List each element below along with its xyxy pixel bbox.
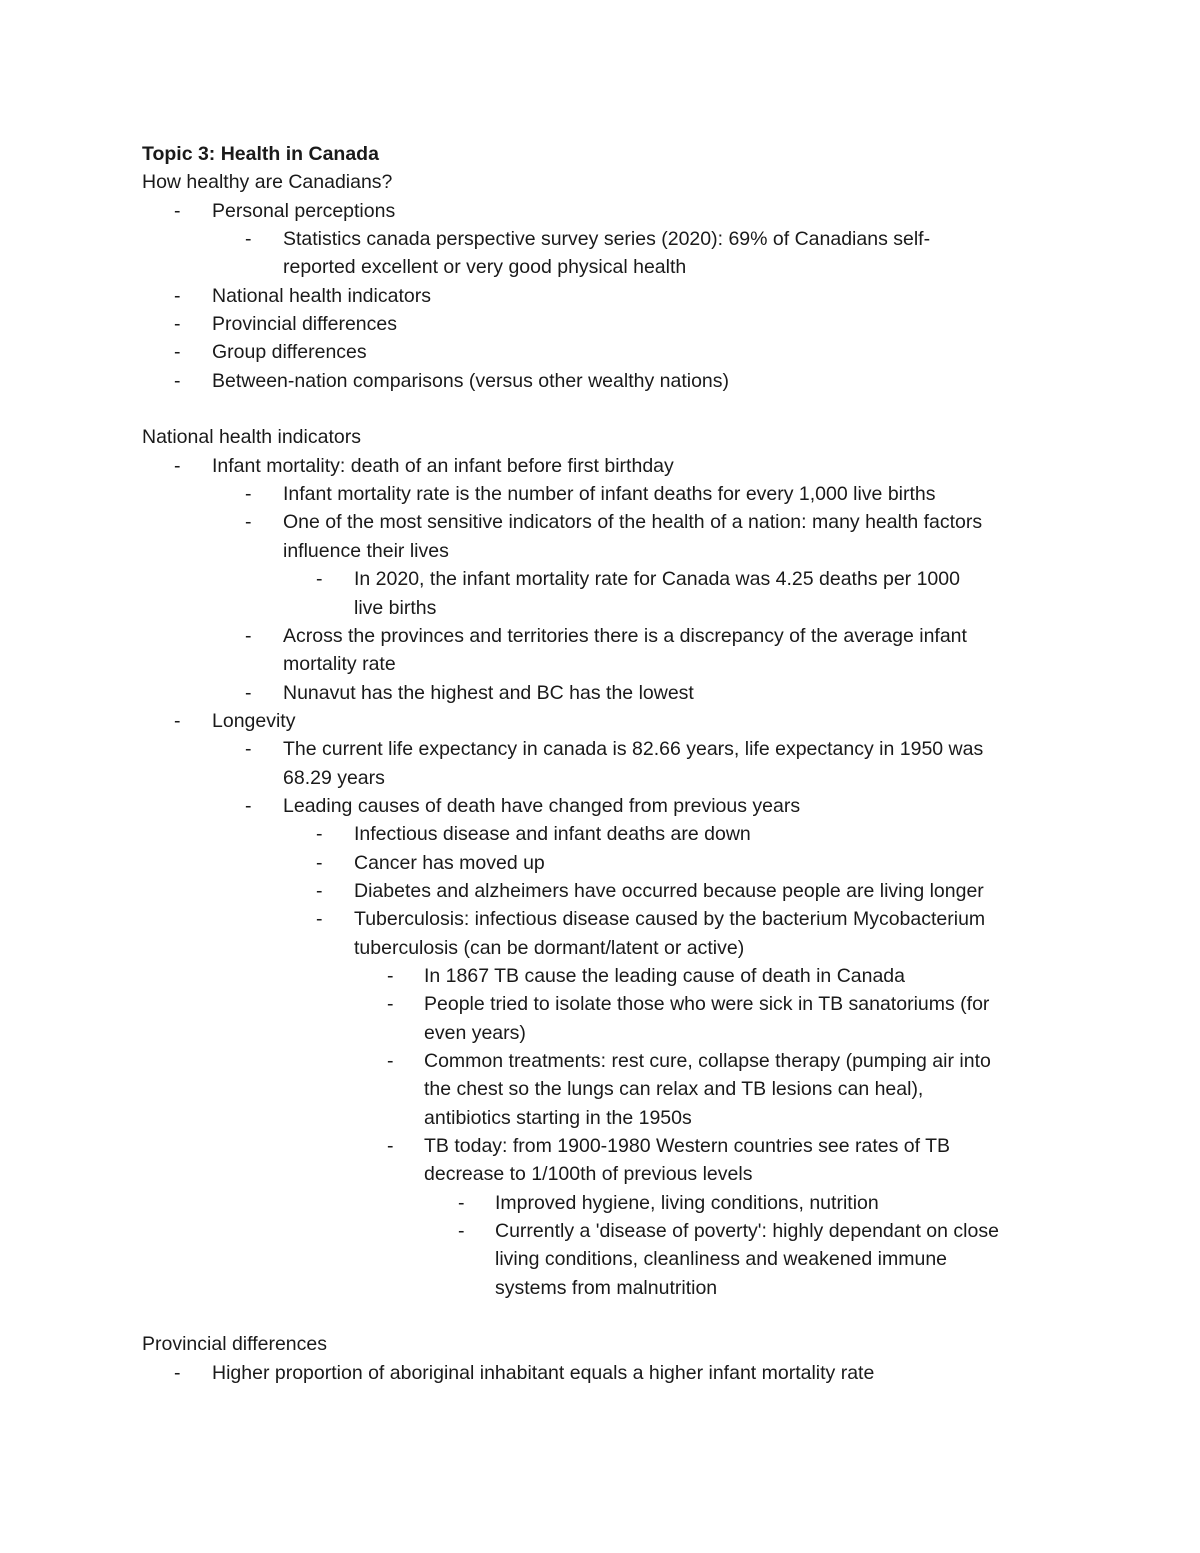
bullet-item: [142, 282, 1072, 310]
bullet-item: [142, 1359, 1072, 1387]
section-list-provincial-differences: [142, 1359, 1072, 1387]
section-gap: [142, 395, 1072, 423]
bullet-text: [283, 480, 1072, 508]
bullet-text: [354, 565, 1072, 622]
bullet-text-line: People tried to isolate those who were sick in TB sanatoriums (for: [424, 993, 990, 1016]
bullet-text-line: systems from malnutrition: [495, 1276, 718, 1299]
bullet-text-line: Provincial differences: [212, 313, 397, 336]
bullet-text: [283, 508, 1072, 565]
bullet-text-line: One of the most sensitive indicators of the health of a nation: many health factors: [283, 511, 983, 534]
section-list-national-indicators: [142, 452, 1072, 1302]
bullet-text: [212, 310, 1072, 338]
bullet-text: [212, 452, 1072, 480]
bullet-item: [142, 508, 1072, 565]
bullet-dash: -: [316, 823, 323, 846]
section-heading-national-indicators: National health indicators: [142, 426, 361, 449]
bullet-dash: -: [387, 964, 394, 987]
bullet-text: [283, 225, 1072, 282]
bullet-item: [142, 197, 1072, 225]
bullet-dash: -: [174, 1361, 181, 1384]
bullet-text: [424, 962, 1072, 990]
bullet-text-line: Between-nation comparisons (versus other wealthy nations): [212, 369, 730, 392]
bullet-item: [142, 338, 1072, 366]
bullet-text-line: even years): [424, 1021, 526, 1044]
bullet-text: [283, 679, 1072, 707]
bullet-text-line: Across the provinces and territories there is a discrepancy of the average infant: [283, 624, 967, 647]
bullet-text-line: In 2020, the infant mortality rate for Canada was 4.25 deaths per 1000: [354, 568, 960, 591]
bullet-item: [142, 820, 1072, 848]
bullet-text-line: Common treatments: rest cure, collapse therapy (pumping air into: [424, 1050, 991, 1072]
bullet-text-line: influence their lives: [283, 539, 449, 562]
section-gap: [142, 1302, 1072, 1330]
bullet-text-line: 68.29 years: [283, 766, 385, 789]
bullet-dash: -: [458, 1220, 465, 1243]
bullet-dash: -: [174, 341, 181, 364]
bullet-item: [142, 735, 1072, 792]
bullet-dash: -: [174, 284, 181, 307]
bullet-item: [142, 679, 1072, 707]
bullet-text: [212, 282, 1072, 310]
bullet-item: [142, 877, 1072, 905]
bullet-dash: -: [174, 709, 181, 732]
bullet-text-line: mortality rate: [283, 653, 396, 676]
bullet-item: [142, 225, 1072, 282]
bullet-text: [495, 1217, 1072, 1302]
bullet-text-line: decrease to 1/100th of previous levels: [424, 1163, 753, 1186]
bullet-text-line: Longevity: [212, 709, 296, 732]
bullet-item: [142, 367, 1072, 395]
bullet-text-line: Leading causes of death have changed from previous years: [283, 794, 801, 817]
bullet-dash: -: [174, 199, 181, 222]
bullet-text-line: Diabetes and alzheimers have occurred because people are living longer: [354, 879, 984, 902]
bullet-text: [424, 990, 1072, 1047]
bullet-text: [283, 622, 1072, 679]
bullet-text: [354, 905, 1072, 962]
bullet-dash: -: [245, 738, 252, 761]
bullet-dash: -: [316, 908, 323, 931]
bullet-text-line: National health indicators: [212, 284, 431, 307]
bullet-text: [354, 877, 1072, 905]
bullet-text-line: Personal perceptions: [212, 199, 396, 222]
bullet-item: [142, 962, 1072, 990]
bullet-item: [142, 990, 1072, 1047]
bullet-item: [142, 565, 1072, 622]
section-heading-provincial-differences: Provincial differences: [142, 1333, 327, 1356]
bullet-text-line: Tuberculosis: infectious disease caused by the bacterium Mycobacterium: [354, 908, 986, 931]
bullet-text: [212, 707, 1072, 735]
bullet-text: [495, 1189, 1072, 1217]
section-list-how-healthy: [142, 197, 1072, 395]
bullet-text-line: Infant mortality rate is the number of infant deaths for every 1,000 live births: [283, 483, 936, 506]
bullet-text: [212, 1359, 1072, 1387]
bullet-item: [142, 905, 1072, 962]
bullet-text: [212, 367, 1072, 395]
bullet-dash: -: [245, 624, 252, 647]
bullet-dash: -: [245, 511, 252, 534]
bullet-text: [424, 1047, 1072, 1132]
bullet-item: [142, 622, 1072, 679]
bullet-dash: -: [245, 794, 252, 817]
bullet-text: [283, 735, 1072, 792]
bullet-text-line: Currently a 'disease of poverty': highly dependant on close: [495, 1220, 999, 1243]
bullet-item: [142, 1047, 1072, 1132]
bullet-item: [142, 849, 1072, 877]
bullet-text: [212, 338, 1072, 366]
bullet-text-line: Nunavut has the highest and BC has the lowest: [283, 681, 694, 704]
bullet-item: [142, 480, 1072, 508]
bullet-item: [142, 310, 1072, 338]
bullet-text-line: live births: [354, 596, 437, 619]
bullet-text-line: Infectious disease and infant deaths are down: [354, 823, 751, 846]
section-heading-how-healthy: How healthy are Canadians?: [142, 171, 393, 194]
bullet-dash: -: [387, 1135, 394, 1158]
bullet-text-line: reported excellent or very good physical health: [283, 256, 687, 279]
bullet-dash: -: [387, 993, 394, 1016]
bullet-item: [142, 1189, 1072, 1217]
document-page: [142, 138, 1072, 1387]
bullet-text: [354, 820, 1072, 848]
bullet-dash: -: [316, 568, 323, 591]
bullet-text: [283, 792, 1072, 820]
bullet-text-line: In 1867 TB cause the leading cause of death in Canada: [424, 964, 905, 987]
bullet-text-line: antibiotics starting in the 1950s: [424, 1106, 692, 1129]
bullet-dash: -: [174, 369, 181, 392]
document-title: Topic 3: Health in Canada: [142, 143, 379, 165]
bullet-text-line: the chest so the lungs can relax and TB lesions can heal),: [424, 1078, 924, 1101]
bullet-text-line: Statistics canada perspective survey series (2020): 69% of Canadians self-: [283, 228, 931, 251]
bullet-dash: -: [245, 228, 252, 251]
bullet-text-line: Higher proportion of aboriginal inhabitant equals a higher infant mortality rate: [212, 1361, 875, 1384]
bullet-dash: -: [245, 483, 252, 506]
bullet-text-line: living conditions, cleanliness and weakened immune: [495, 1248, 948, 1271]
bullet-text-line: tuberculosis (can be dormant/latent or active): [354, 936, 745, 959]
bullet-dash: -: [245, 681, 252, 704]
bullet-text-line: Group differences: [212, 341, 367, 364]
bullet-item: [142, 792, 1072, 820]
bullet-item: [142, 1132, 1072, 1189]
bullet-text: [212, 197, 1072, 225]
bullet-text-line: The current life expectancy in canada is 82.66 years, life expectancy in 1950 was: [283, 738, 984, 761]
bullet-dash: -: [316, 851, 323, 874]
bullet-item: [142, 1217, 1072, 1302]
bullet-item: [142, 452, 1072, 480]
bullet-text-line: TB today: from 1900-1980 Western countries see rates of TB: [424, 1135, 951, 1158]
bullet-text: [424, 1132, 1072, 1189]
bullet-dash: -: [174, 313, 181, 336]
bullet-dash: -: [316, 879, 323, 902]
bullet-dash: -: [387, 1050, 394, 1072]
bullet-text-line: Cancer has moved up: [354, 851, 545, 874]
bullet-text-line: Infant mortality: death of an infant before first birthday: [212, 454, 674, 477]
bullet-item: [142, 707, 1072, 735]
bullet-text: [354, 849, 1072, 877]
bullet-dash: -: [458, 1191, 465, 1214]
bullet-text-line: Improved hygiene, living conditions, nutrition: [495, 1191, 879, 1214]
bullet-dash: -: [174, 454, 181, 477]
